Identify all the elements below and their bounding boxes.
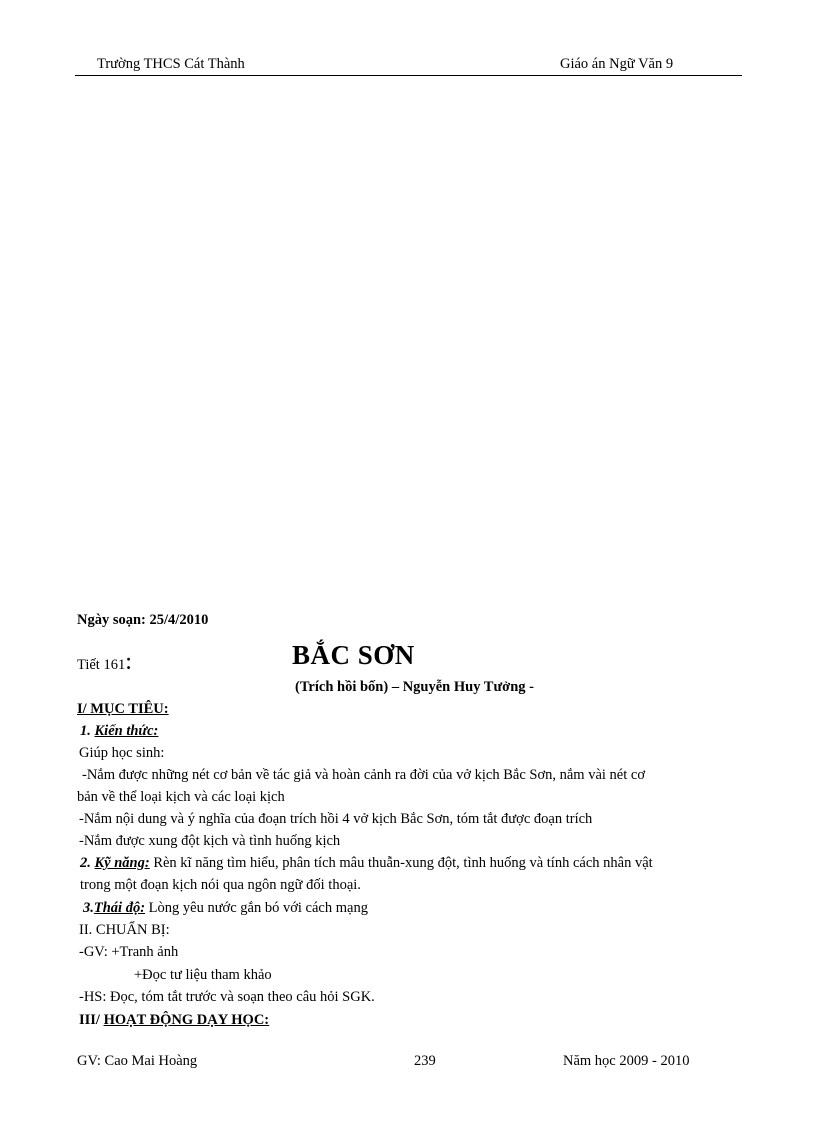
activities-heading xyxy=(79,1012,269,1029)
date-value: 25/4/2010 xyxy=(149,612,209,628)
period-label: Tiết 161 xyxy=(77,657,126,673)
date-line xyxy=(77,612,208,629)
objectives-heading: I/ MỤC TIÊU: xyxy=(77,701,169,717)
knowledge-label: Kiến thức: xyxy=(94,723,159,739)
footer-page-number: 239 xyxy=(414,1053,436,1069)
date-label: Ngày soạn: xyxy=(77,612,146,628)
knowledge-item-1-line-1: -Nắm được những nét cơ bản về tác giả và hoàn cảnh ra đời của vở kịch Bắc Sơn, nắm vài nét cơ xyxy=(82,767,645,783)
knowledge-item-2: -Nắm nội dung và ý nghĩa của đoạn trích hồi 4 vở kịch Bắc Sơn, tóm tắt được đoạn trích xyxy=(79,811,593,827)
period-line xyxy=(77,649,132,676)
skills-number: 2. xyxy=(80,855,91,871)
activities-prefix: III/ xyxy=(79,1012,100,1028)
knowledge-item-1-line-2: bản về thể loại kịch và các loại kịch xyxy=(77,789,285,805)
preparation-heading: II. CHUẨN BỊ: xyxy=(79,922,170,938)
skills-label: Kỹ năng: xyxy=(94,855,150,871)
attitude-line xyxy=(83,900,368,917)
activities-title: HOẠT ĐỘNG DẠY HỌC: xyxy=(103,1012,270,1028)
knowledge-intro: Giúp học sinh: xyxy=(79,745,165,761)
footer-teacher: GV: Cao Mai Hoàng xyxy=(77,1053,198,1069)
header-rule xyxy=(75,75,742,76)
skills-text-1: Rèn kĩ năng tìm hiểu, phân tích mâu thuẫn-xung đột, tình huống và tính cách nhân vật xyxy=(153,855,653,871)
header-school: Trường THCS Cát Thành xyxy=(97,56,245,72)
period-colon: : xyxy=(125,649,132,675)
knowledge-heading xyxy=(80,723,158,740)
attitude-text: Lòng yêu nước gắn bó với cách mạng xyxy=(148,900,368,916)
preparation-gv-line-2: +Đọc tư liệu tham khảo xyxy=(134,967,272,983)
knowledge-item-3: -Nắm được xung đột kịch và tình huống kịch xyxy=(79,833,341,849)
attitude-number: 3. xyxy=(83,900,94,916)
skills-line-1 xyxy=(80,855,653,872)
knowledge-number: 1. xyxy=(80,723,91,739)
header-subject: Giáo án Ngữ Văn 9 xyxy=(560,56,674,72)
preparation-gv-line-1: -GV: +Tranh ảnh xyxy=(79,944,179,960)
skills-line-2: trong một đoạn kịch nói qua ngôn ngữ đối thoại. xyxy=(80,877,361,893)
attitude-label: Thái độ: xyxy=(93,900,146,916)
footer-school-year: Năm học 2009 - 2010 xyxy=(563,1053,690,1069)
lesson-title: BẮC SƠN xyxy=(292,640,415,670)
preparation-hs-line: -HS: Đọc, tóm tắt trước và soạn theo câu hỏi SGK. xyxy=(79,989,375,1005)
lesson-subtitle: (Trích hồi bốn) – Nguyễn Huy Tưởng - xyxy=(295,679,534,695)
